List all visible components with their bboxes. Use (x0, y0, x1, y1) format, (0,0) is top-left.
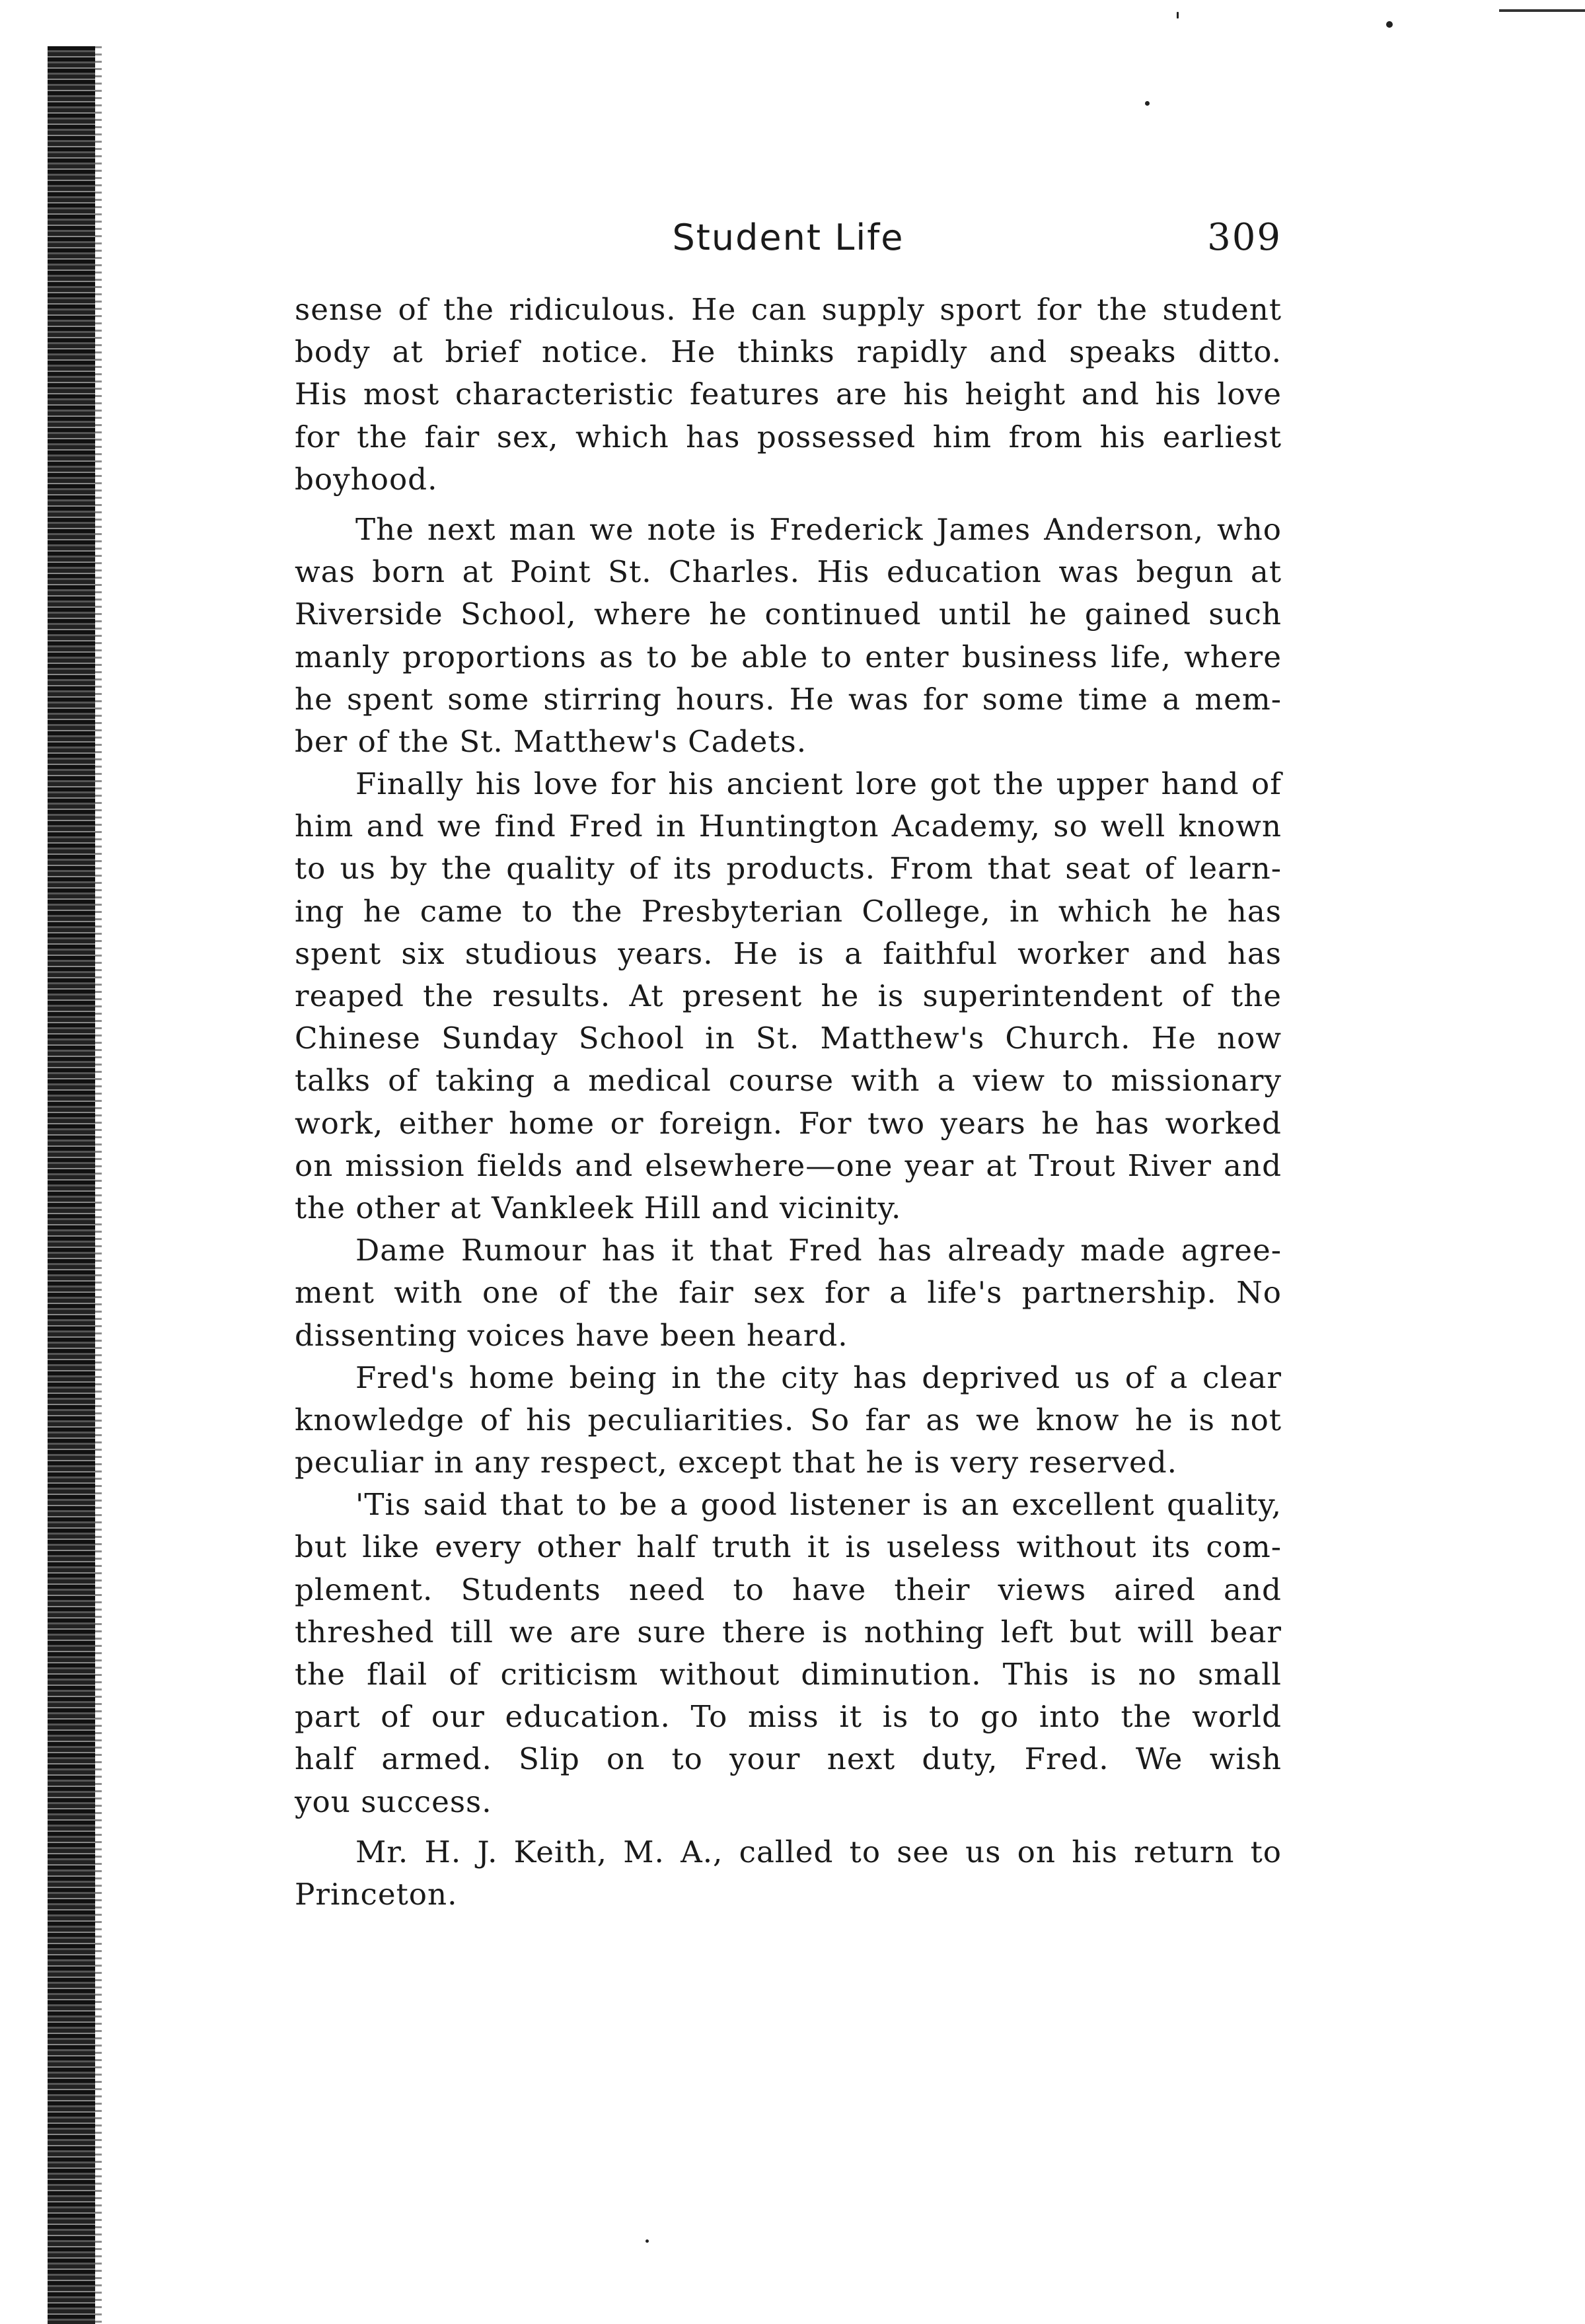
text-line: knowledge of his peculiarities. So far as we know he is not (295, 1402, 1282, 1437)
text-line: Chinese Sunday School in St. Matthew's Church. He now (295, 1021, 1282, 1056)
paragraph (295, 763, 1282, 1229)
ink-speck (1386, 21, 1393, 28)
text-line: but like every other half truth it is useless without its com- (295, 1529, 1282, 1565)
text-line: ber of the St. Matthew's Cadets. (295, 723, 807, 759)
text-line: he spent some stirring hours. He was for some time a mem- (295, 681, 1282, 717)
page-header (295, 210, 1282, 266)
text-line: His most characteristic features are his height and his love (295, 377, 1282, 412)
text-line: work, either home or foreign. For two years he has worked (295, 1105, 1282, 1141)
page-number: 309 (1207, 216, 1282, 259)
paragraph (295, 1831, 1282, 1916)
text-line: The next man we note is Frederick James Anderson, who (355, 511, 1282, 547)
text-line: part of our education. To miss it is to go into the world (295, 1699, 1282, 1735)
text-line: boyhood. (295, 461, 438, 497)
running-title: Student Life (672, 217, 904, 258)
body-text (295, 289, 1282, 1916)
text-line: ing he came to the Presbyterian College, in which he has (295, 893, 1282, 929)
text-line: was born at Point St. Charles. His education was begun at (295, 554, 1282, 590)
text-line: him and we find Fred in Huntington Academy, so well known (295, 809, 1282, 844)
text-line: talks of taking a medical course with a view to missionary (295, 1063, 1282, 1099)
text-line: dissenting voices have been heard. (295, 1317, 848, 1353)
ink-speck (645, 2239, 649, 2243)
text-line: Princeton. (295, 1876, 458, 1912)
paragraph (295, 289, 1282, 501)
text-line: Mr. H. J. Keith, M. A., called to see us on his return to (355, 1834, 1282, 1870)
text-line: to us by the quality of its products. From that seat of learn- (295, 851, 1282, 887)
text-line: Finally his love for his ancient lore got the upper hand of (355, 766, 1282, 802)
text-line: Riverside School, where he continued until he gained such (295, 597, 1282, 632)
text-line: the other at Vankleek Hill and vicinity. (295, 1190, 902, 1225)
text-line: Fred's home being in the city has deprived us of a clear (355, 1360, 1282, 1395)
text-line: for the fair sex, which has possessed him from his earliest (295, 419, 1282, 454)
text-line: ment with one of the fair sex for a life's partnership. No (295, 1275, 1282, 1311)
text-line: sense of the ridiculous. He can supply sport for the student (295, 292, 1282, 327)
corner-rule (1499, 9, 1585, 12)
ink-speck (1177, 12, 1179, 18)
text-line: threshed till we are sure there is nothing left but will bear (295, 1614, 1282, 1650)
ink-speck (1145, 101, 1150, 106)
text-line: half armed. Slip on to your next duty, Fred. We wish (295, 1741, 1282, 1777)
paragraph (295, 509, 1282, 763)
text-line: body at brief notice. He thinks rapidly and speaks ditto. (295, 334, 1282, 370)
text-line: manly proportions as to be able to enter business life, where (295, 639, 1282, 674)
text-line: plement. Students need to have their views aired and (295, 1572, 1282, 1607)
text-line: you success. (295, 1784, 492, 1819)
page-edge-texture (95, 46, 102, 2324)
text-line: peculiar in any respect, except that he is very reserved. (295, 1445, 1177, 1480)
paragraph (295, 1484, 1282, 1823)
text-line: 'Tis said that to be a good listener is an excellent quality, (355, 1487, 1282, 1523)
book-spine-shadow (48, 46, 95, 2324)
text-line: on mission fields and elsewhere—one year at Trout River and (295, 1147, 1282, 1183)
paragraph (295, 1357, 1282, 1484)
text-line: reaped the results. At present he is superintendent of the (295, 978, 1282, 1013)
text-line: Dame Rumour has it that Fred has already made agree- (355, 1233, 1282, 1268)
text-line: spent six studious years. He is a faithful worker and has (295, 935, 1282, 971)
paragraph (295, 1229, 1282, 1357)
text-line: the flail of criticism without diminution. This is no small (295, 1657, 1282, 1692)
